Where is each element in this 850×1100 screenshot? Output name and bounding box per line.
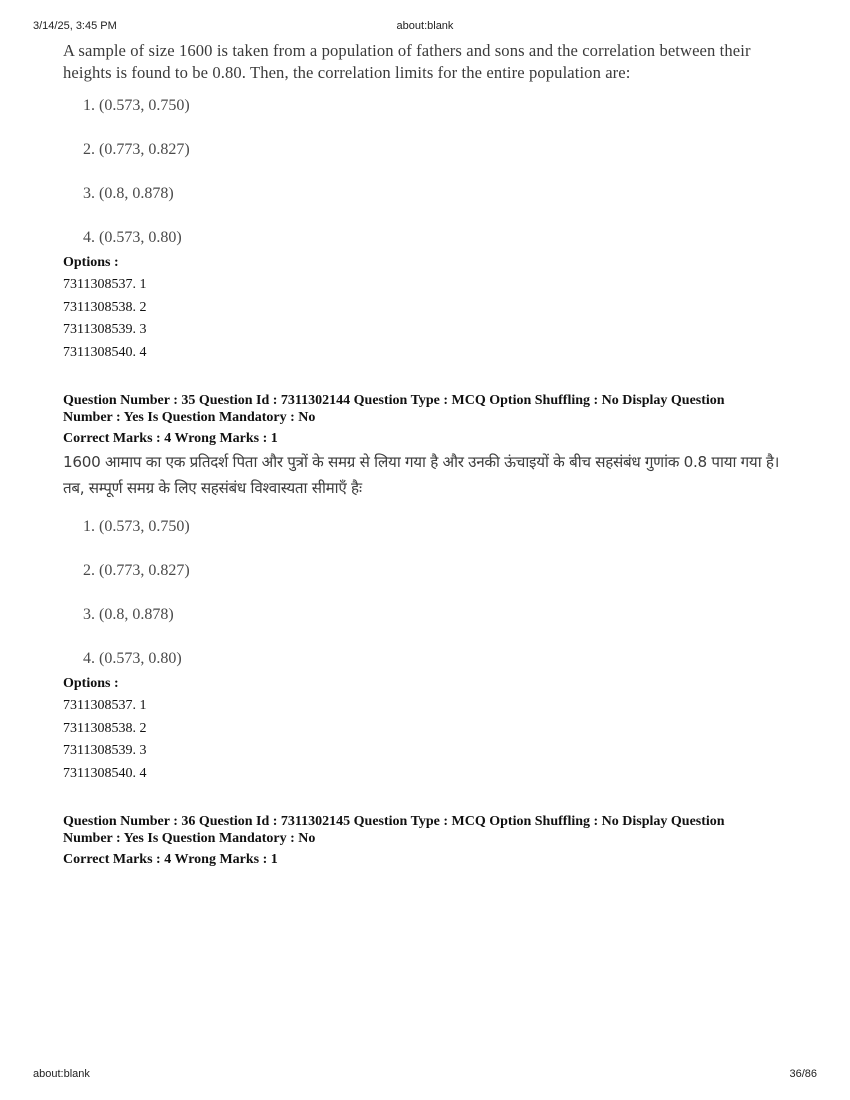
option-id-row: 7311308537. 1	[63, 277, 147, 292]
question-meta	[63, 813, 803, 847]
footer-url: about:blank	[33, 1068, 90, 1080]
question-36-block	[63, 813, 803, 868]
choice-item: 3. (0.8, 0.878)	[83, 185, 174, 202]
option-id-row: 7311308539. 3	[63, 322, 147, 337]
choice-item: 3. (0.8, 0.878)	[83, 606, 174, 623]
question-text-hindi: 1600 आमाप का एक प्रतिदर्श पिता और पुत्रों के समग्र से लिया गया है और उनकी ऊंचाइयों के बीच सहसंबंध गुणांक 0.8 पाया गया है। तब, सम्पूर्ण समग्र के लिए सहसंबंध विश्वास्यता सीमाएँ हैः	[63, 453, 780, 497]
question-meta	[63, 392, 803, 426]
answer-choices	[83, 94, 803, 250]
option-id-row: 7311308538. 2	[63, 299, 147, 315]
question-35-block	[63, 392, 803, 785]
question-marks: Correct Marks : 4 Wrong Marks : 1	[63, 431, 278, 446]
choice-item: 1. (0.573, 0.750)	[83, 518, 190, 535]
print-datetime: 3/14/25, 3:45 PM	[33, 20, 117, 32]
options-label: Options :	[63, 676, 119, 691]
options-label: Options :	[63, 255, 119, 270]
question-meta-line: Number : Yes Is Question Mandatory : No	[63, 831, 316, 846]
page-header	[0, 20, 850, 34]
question-meta-line: Number : Yes Is Question Mandatory : No	[63, 410, 316, 425]
option-id-row: 7311308537. 1	[63, 698, 147, 713]
choice-item: 2. (0.773, 0.827)	[83, 562, 190, 579]
page-footer	[0, 1068, 850, 1082]
question-text-english: A sample of size 1600 is taken from a population of fathers and sons and the correlation between their heights is found to be 0.80. Then, the correlation limits for the entire population are:	[63, 41, 751, 82]
choice-item: 1. (0.573, 0.750)	[83, 97, 190, 114]
choice-item: 4. (0.573, 0.80)	[83, 650, 182, 667]
option-id-row: 7311308540. 4	[63, 765, 147, 781]
option-id-row: 7311308539. 3	[63, 743, 147, 758]
option-id-row: 7311308538. 2	[63, 720, 147, 736]
question-meta-line: Question Number : 36 Question Id : 7311302145 Question Type : MCQ Option Shuffling : No Display Question	[63, 814, 725, 829]
question-marks: Correct Marks : 4 Wrong Marks : 1	[63, 852, 278, 867]
page-header-title: about:blank	[396, 20, 454, 32]
choice-item: 2. (0.773, 0.827)	[83, 141, 190, 158]
answer-choices	[83, 515, 803, 671]
document-body	[63, 40, 803, 868]
question-meta-line: Question Number : 35 Question Id : 7311302144 Question Type : MCQ Option Shuffling : No Display Question	[63, 393, 725, 408]
page-number: 36/86	[789, 1068, 817, 1080]
choice-item: 4. (0.573, 0.80)	[83, 229, 182, 246]
question-34-block	[63, 40, 803, 364]
option-id-row: 7311308540. 4	[63, 344, 147, 360]
